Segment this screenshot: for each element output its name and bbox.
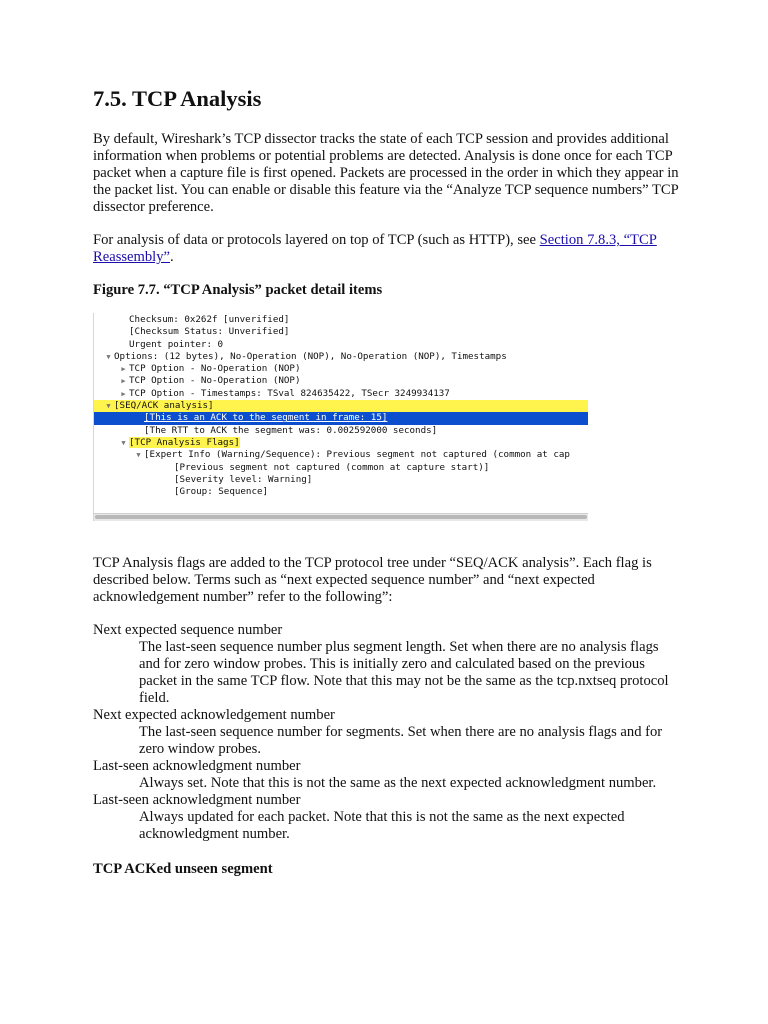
reassembly-paragraph [93, 232, 683, 266]
definition-description: Always updated for each packet. Note that this is not the same as the next expected acknowledgment number. [139, 809, 625, 842]
packet-tree-row-text: TCP Option - No-Operation (NOP) [129, 363, 301, 375]
packet-tree-row[interactable] [94, 363, 588, 375]
definition-description: The last-seen sequence number for segments. Set when there are no analysis flags and for zero window probes. [139, 724, 663, 757]
definition-term: Next expected acknowledgement number [93, 707, 335, 723]
reassembly-suffix: . [170, 249, 174, 265]
packet-tree-row[interactable] [94, 412, 588, 424]
packet-tree-row-text: [SEQ/ACK analysis] [114, 400, 214, 412]
reassembly-prefix: For analysis of data or protocols layered on top of TCP (such as HTTP), see [93, 232, 540, 248]
packet-tree-row-text: Urgent pointer: 0 [129, 338, 224, 350]
expand-down-triangle-icon[interactable]: ▼ [106, 402, 111, 411]
packet-details-screenshot [93, 313, 588, 521]
packet-tree-row-text: TCP Option - No-Operation (NOP) [129, 375, 301, 387]
intro-paragraph: By default, Wireshark’s TCP dissector tracks the state of each TCP session and provides additional information when problems or potential problems are detected. Analysis is done once for each TCP packet when a capture file is first opened. Packets are processed in the order in which they appear in the packet list. You can enable or disable this feature via the “Analyze TCP sequence numbers” TCP dissector preference. [93, 131, 679, 215]
packet-tree-row[interactable] [94, 474, 588, 486]
packet-tree-row[interactable] [94, 388, 588, 400]
expand-down-triangle-icon[interactable]: ▼ [121, 438, 126, 447]
packet-tree-row-text: [Checksum Status: Unverified] [129, 326, 290, 338]
figure-caption: Figure 7.7. “TCP Analysis” packet detail items [93, 282, 383, 298]
packet-tree-row[interactable] [94, 314, 588, 326]
packet-tree-row[interactable] [94, 437, 588, 449]
collapsed-right-triangle-icon[interactable]: ▶ [121, 377, 126, 386]
packet-tree-row[interactable] [94, 326, 588, 338]
packet-tree-row-text: [The RTT to ACK the segment was: 0.002592000 seconds] [144, 424, 438, 436]
collapsed-right-triangle-icon[interactable]: ▶ [121, 389, 126, 398]
packet-tree-row[interactable] [94, 425, 588, 437]
packet-tree-row[interactable] [94, 449, 588, 461]
packet-tree-row-text: [Expert Info (Warning/Sequence): Previous segment not captured (common at cap [144, 449, 570, 461]
packet-tree-row-text: [This is an ACK to the segment in frame: 15] [144, 412, 388, 424]
expand-down-triangle-icon[interactable]: ▼ [136, 451, 141, 460]
flags-paragraph: TCP Analysis flags are added to the TCP protocol tree under “SEQ/ACK analysis”. Each flag is described below. Terms such as “next expected sequence number” and “next expected acknowledgement number” refer to the following”: [93, 555, 652, 605]
packet-detail-tree [94, 313, 588, 498]
expand-down-triangle-icon[interactable]: ▼ [106, 352, 111, 361]
definition-term: Next expected sequence number [93, 622, 283, 638]
packet-tree-row-text: Options: (12 bytes), No-Operation (NOP), No-Operation (NOP), Timestamps [114, 350, 507, 362]
horizontal-scrollbar[interactable] [94, 513, 588, 521]
packet-tree-row-text: [Group: Sequence] [174, 486, 269, 498]
packet-tree-row-text: [Previous segment not captured (common at capture start)] [174, 461, 490, 473]
packet-tree-row[interactable] [94, 351, 588, 363]
packet-tree-row-text: [Severity level: Warning] [174, 473, 313, 485]
packet-tree-row[interactable] [94, 400, 588, 412]
scrollbar-thumb[interactable] [95, 515, 587, 519]
packet-tree-row-text: Checksum: 0x262f [unverified] [129, 314, 290, 325]
definition-list [93, 622, 683, 843]
packet-tree-row-text: TCP Option - Timestamps: TSval 824635422, TSecr 3249934137 [129, 387, 450, 399]
packet-tree-row-text: [TCP Analysis Flags] [129, 436, 240, 448]
packet-tree-row[interactable] [94, 339, 588, 351]
definition-term: Last-seen acknowledgment number [93, 792, 301, 808]
section-title: 7.5. TCP Analysis [93, 86, 262, 111]
packet-tree-row[interactable] [94, 462, 588, 474]
subheading-acked-unseen: TCP ACKed unseen segment [93, 861, 273, 877]
packet-tree-row[interactable] [94, 375, 588, 387]
packet-tree-row[interactable] [94, 486, 588, 498]
document-page [93, 84, 683, 878]
definition-description: The last-seen sequence number plus segment length. Set when there are no analysis flags and for zero window probes. This is initially zero and calculated based on the previous packet in the same TCP flow. Note that this may not be the same as the tcp.nxtseq protocol field. [139, 639, 669, 706]
tcp-reassembly-link[interactable]: Section 7.8.3, “TCP Reassembly” [93, 232, 657, 265]
definition-description: Always set. Note that this is not the same as the next expected acknowledgment number. [139, 775, 657, 791]
definition-term: Last-seen acknowledgment number [93, 758, 301, 774]
collapsed-right-triangle-icon[interactable]: ▶ [121, 365, 126, 374]
